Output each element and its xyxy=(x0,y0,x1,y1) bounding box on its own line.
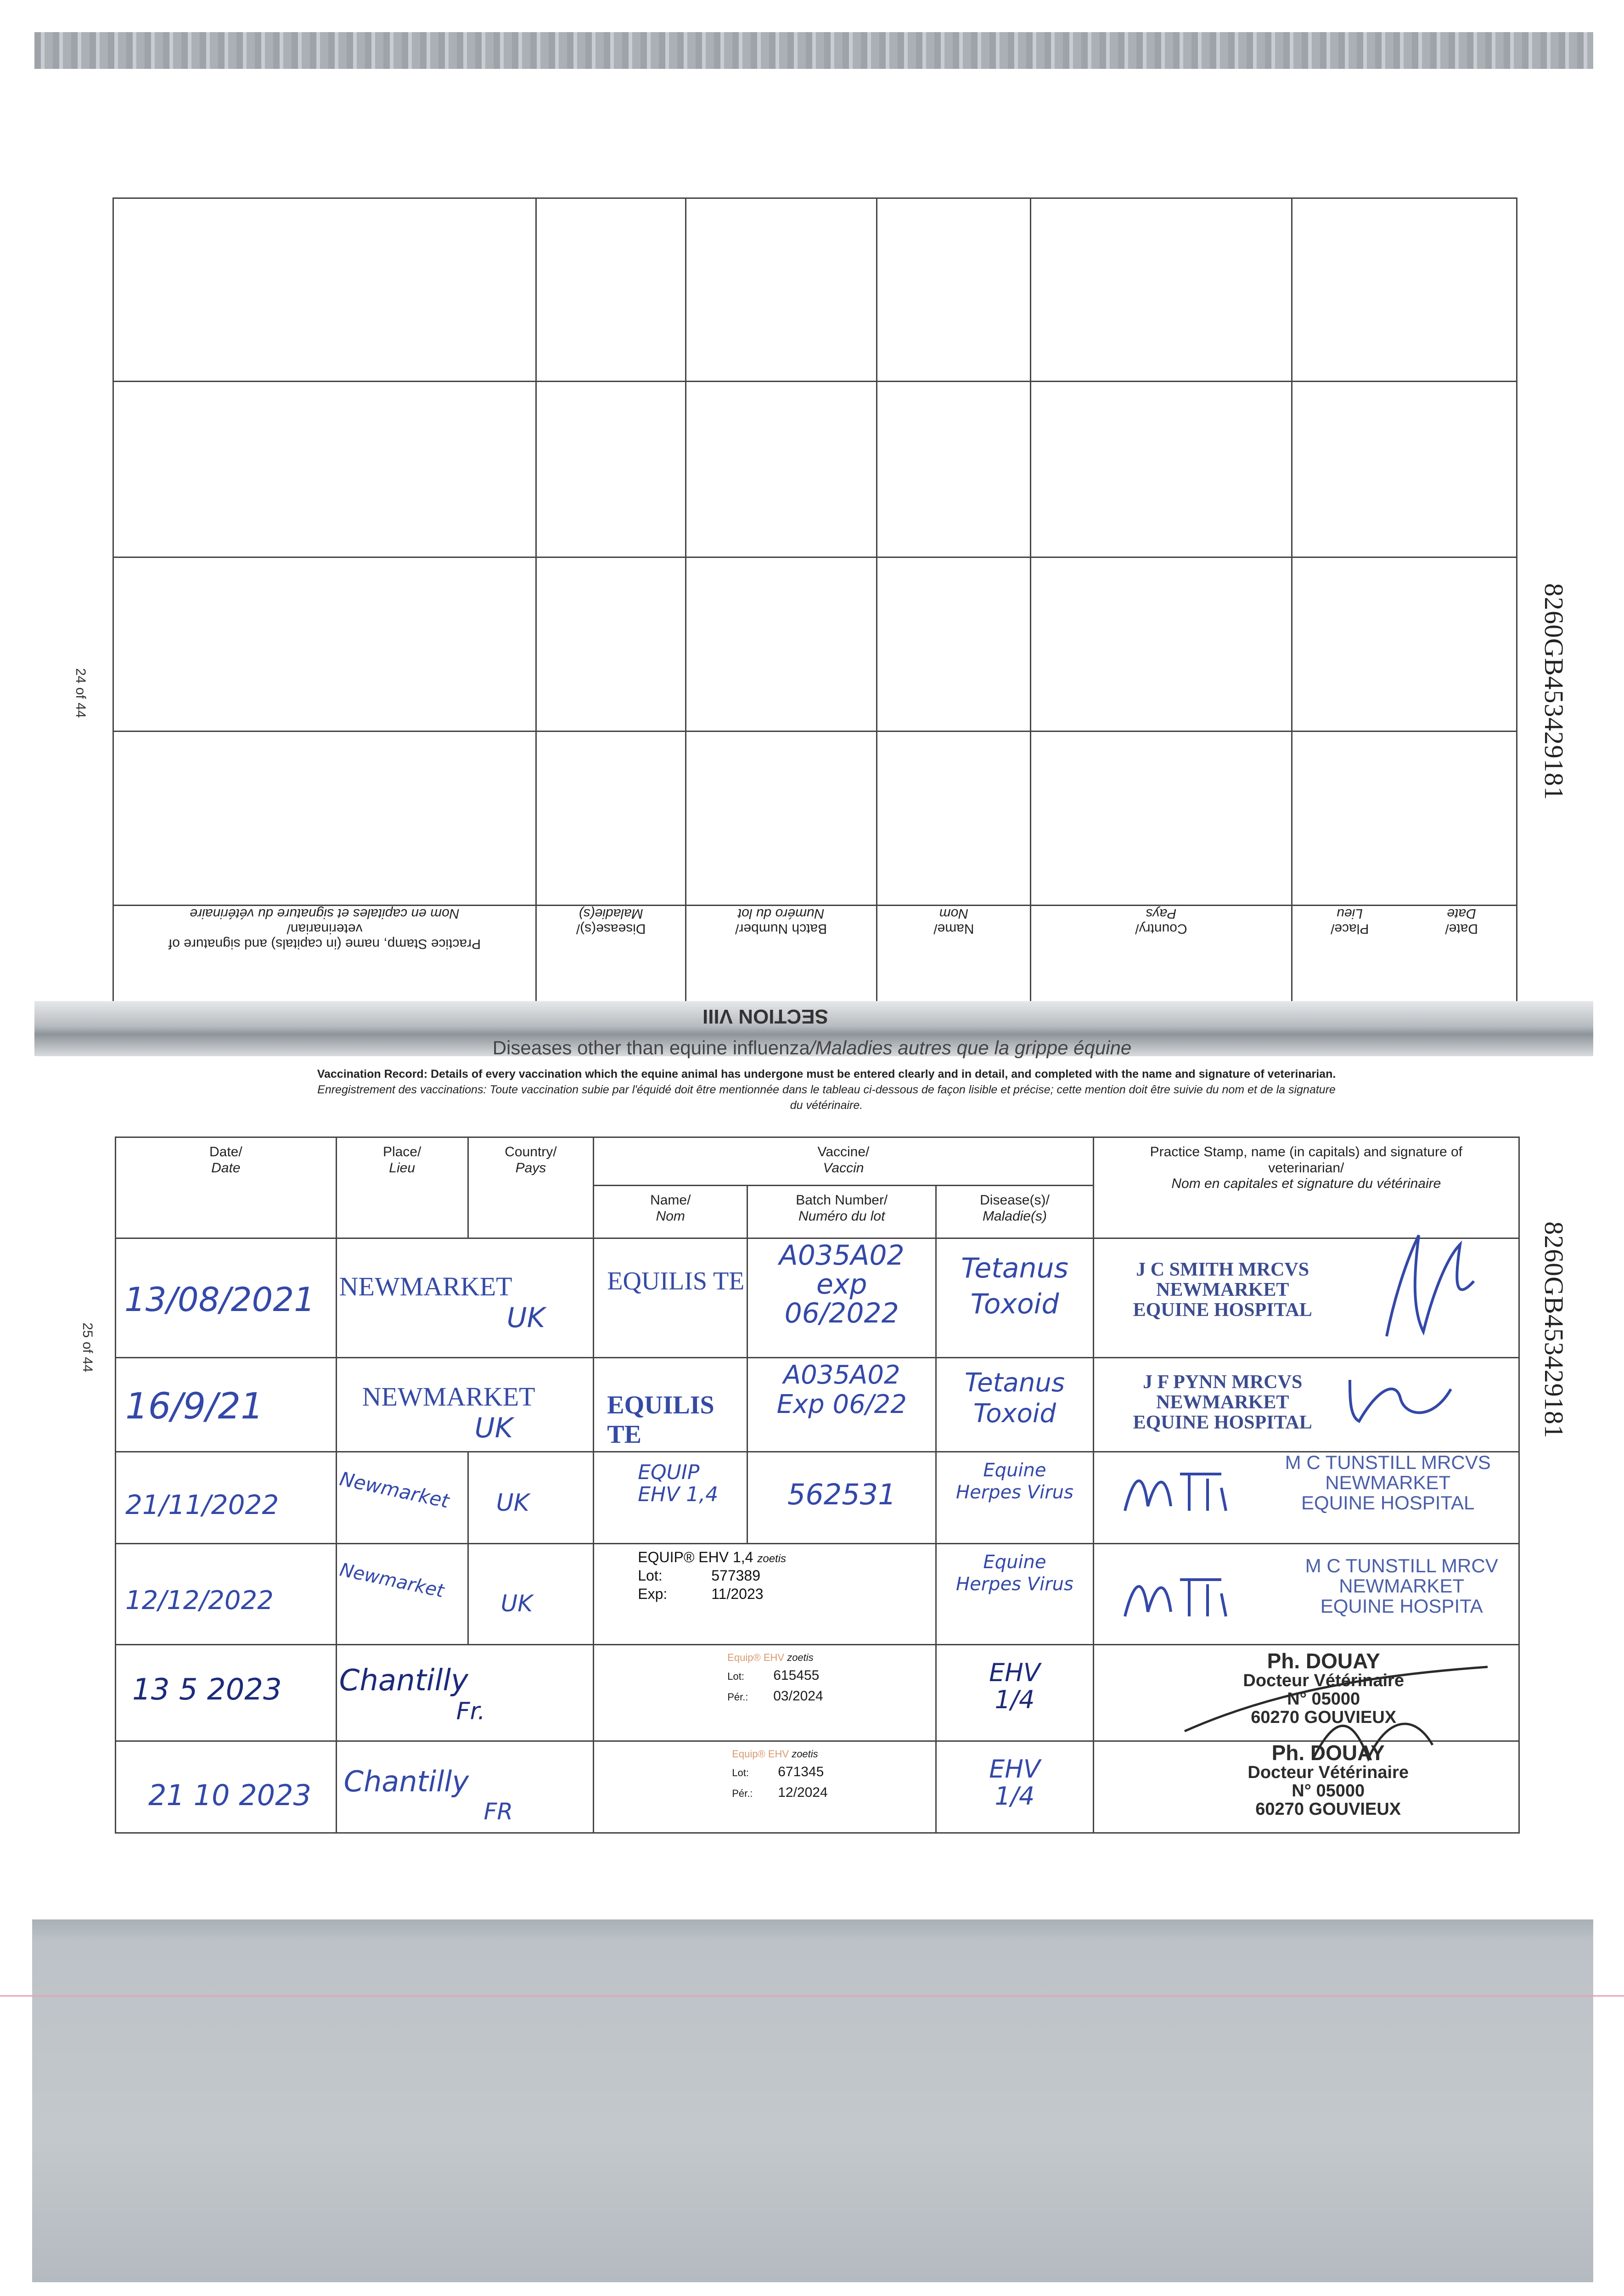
table-row xyxy=(116,1238,1519,1358)
date-cell: 13 5 2023 xyxy=(116,1645,337,1741)
scan-bottom-background xyxy=(32,1919,1593,2282)
header-country: Country/ Pays xyxy=(468,1137,594,1238)
vet-signature xyxy=(1116,1460,1253,1520)
disease-cell: EHV 1/4 xyxy=(936,1741,1093,1833)
margin-line xyxy=(0,1995,1624,1997)
place-cell: Newmarket xyxy=(336,1452,468,1544)
upper-empty-table xyxy=(112,197,1517,1015)
place-country-cell: Chantilly Fr. xyxy=(336,1645,594,1741)
batch-cell: A035A02 exp 06/2022 xyxy=(747,1238,936,1358)
disease-cell: Equine Herpes Virus xyxy=(936,1452,1093,1544)
upper-page-flipped xyxy=(112,197,1517,1015)
vaccine-label-sticker: Equip® EHV zoetis Lot: 615455 Pér.: 03/2024 xyxy=(594,1645,936,1741)
header-batch: Batch Number/ Numéro du lot xyxy=(747,1186,936,1238)
batch-cell: A035A02 Exp 06/22 xyxy=(747,1358,936,1452)
place-country-cell: NEWMARKET UK xyxy=(336,1358,594,1452)
vaccine-name-cell: EQUILIS TE xyxy=(594,1358,747,1452)
header-vaccine: Vaccine/ Vaccin xyxy=(594,1137,1093,1186)
date-cell: 21 10 2023 xyxy=(116,1741,337,1833)
upper-col-stamp: Practice Stamp, name (in capitals) and signature of veterinarian/ Nom en capitales et signature du vétérinaire xyxy=(113,905,536,1014)
date-cell: 12/12/2022 xyxy=(116,1544,337,1645)
date-cell: 13/08/2021 xyxy=(116,1238,337,1358)
header-stamp: Practice Stamp, name (in capitals) and signature of veterinarian/ Nom en capitales et signature du vétérinaire xyxy=(1093,1137,1519,1238)
stamp-cell: M C TUNSTILL MRCV NEWMARKET EQUINE HOSPITA xyxy=(1093,1544,1519,1645)
stamp-cell: J F PYNN MRCVS NEWMARKET EQUINE HOSPITAL xyxy=(1093,1358,1519,1452)
date-cell: 21/11/2022 xyxy=(116,1452,337,1544)
section-title: Diseases other than equine influenza/Maladies autres que la grippe équine xyxy=(492,1037,1132,1058)
place-country-cell: NEWMARKET UK xyxy=(336,1238,594,1358)
upper-col-place-date: Date/ Date Place/ Lieu xyxy=(1292,905,1517,1014)
vaccine-label-sticker: EQUIP® EHV 1,4 zoetis Lot: 577389 Exp: 11/2023 xyxy=(594,1544,936,1645)
vet-signature xyxy=(1116,1566,1253,1626)
top-page-number: 24 of 44 xyxy=(73,668,88,718)
place-country-cell: Chantilly FR xyxy=(336,1741,594,1833)
stamp-cell: M C TUNSTILL MRCVS NEWMARKET EQUINE HOSPITAL xyxy=(1093,1452,1519,1544)
disease-cell: Tetanus Toxoid xyxy=(936,1358,1093,1452)
date-cell: 16/9/21 xyxy=(116,1358,337,1452)
section-heading-flipped: SECTION VIII xyxy=(702,1005,828,1028)
vet-signature xyxy=(1368,1226,1488,1345)
stamp-cell: Ph. DOUAY Docteur Vétérinaire N° 05000 60270 GOUVIEUX xyxy=(1093,1741,1519,1833)
vaccine-name-cell: EQUIP EHV 1,4 xyxy=(594,1452,747,1544)
disease-cell: Equine Herpes Virus xyxy=(936,1544,1093,1645)
vet-signature xyxy=(1175,1639,1497,1777)
country-cell: UK xyxy=(468,1544,594,1645)
stamp-cell: Ph. DOUAY Docteur Vétérinaire N° 05000 60270 GOUVIEUX xyxy=(1093,1645,1519,1741)
country-cell: UK xyxy=(468,1452,594,1544)
disease-cell: EHV 1/4 xyxy=(936,1645,1093,1741)
upper-col-name: Name/ Nom xyxy=(877,905,1031,1014)
header-disease: Disease(s)/ Maladie(s) xyxy=(936,1186,1093,1238)
header-place: Place/ Lieu xyxy=(336,1137,468,1238)
table-row xyxy=(116,1544,1519,1645)
passport-number-bottom: 8260GB453429181 xyxy=(1539,1221,1569,1439)
header-date: Date/ Date xyxy=(116,1137,337,1238)
scan-top-edge xyxy=(34,32,1593,69)
vaccine-label-sticker: Equip® EHV zoetis Lot: 671345 Pér.: 12/2024 xyxy=(594,1741,936,1833)
table-row xyxy=(116,1358,1519,1452)
table-row xyxy=(116,1452,1519,1544)
upper-col-batch: Batch Number/ Numéro du lot xyxy=(686,905,877,1014)
upper-col-disease: Disease(s)/ Maladie(s) xyxy=(536,905,686,1014)
stamp-cell: J C SMITH MRCVS NEWMARKET EQUINE HOSPITAL xyxy=(1093,1238,1519,1358)
batch-cell: 562531 xyxy=(747,1452,936,1544)
header-name: Name/ Nom xyxy=(594,1186,747,1238)
upper-col-country: Country/ Pays xyxy=(1031,905,1292,1014)
bottom-page-number: 25 of 44 xyxy=(80,1322,95,1373)
passport-number-top: 8260GB453429181 xyxy=(1539,583,1569,800)
vaccination-instructions: Vaccination Record: Details of every vaccination which the equine animal has undergone must be entered clearly and in detail, and completed with the name and signature of veterinarian. Enregistrement des vaccinations: Toute vaccination subie par l'équidé doit être mentionnée dans le tableau ci-dessous de façon lisible et précise; cette mention doit être suivie du nom et de la signature du vétérinaire. xyxy=(317,1068,1336,1112)
vaccine-name-cell: EQUILIS TE xyxy=(594,1238,747,1358)
vet-signature xyxy=(1341,1371,1460,1430)
disease-cell: Tetanus Toxoid xyxy=(936,1238,1093,1358)
place-cell: Newmarket xyxy=(336,1544,468,1645)
